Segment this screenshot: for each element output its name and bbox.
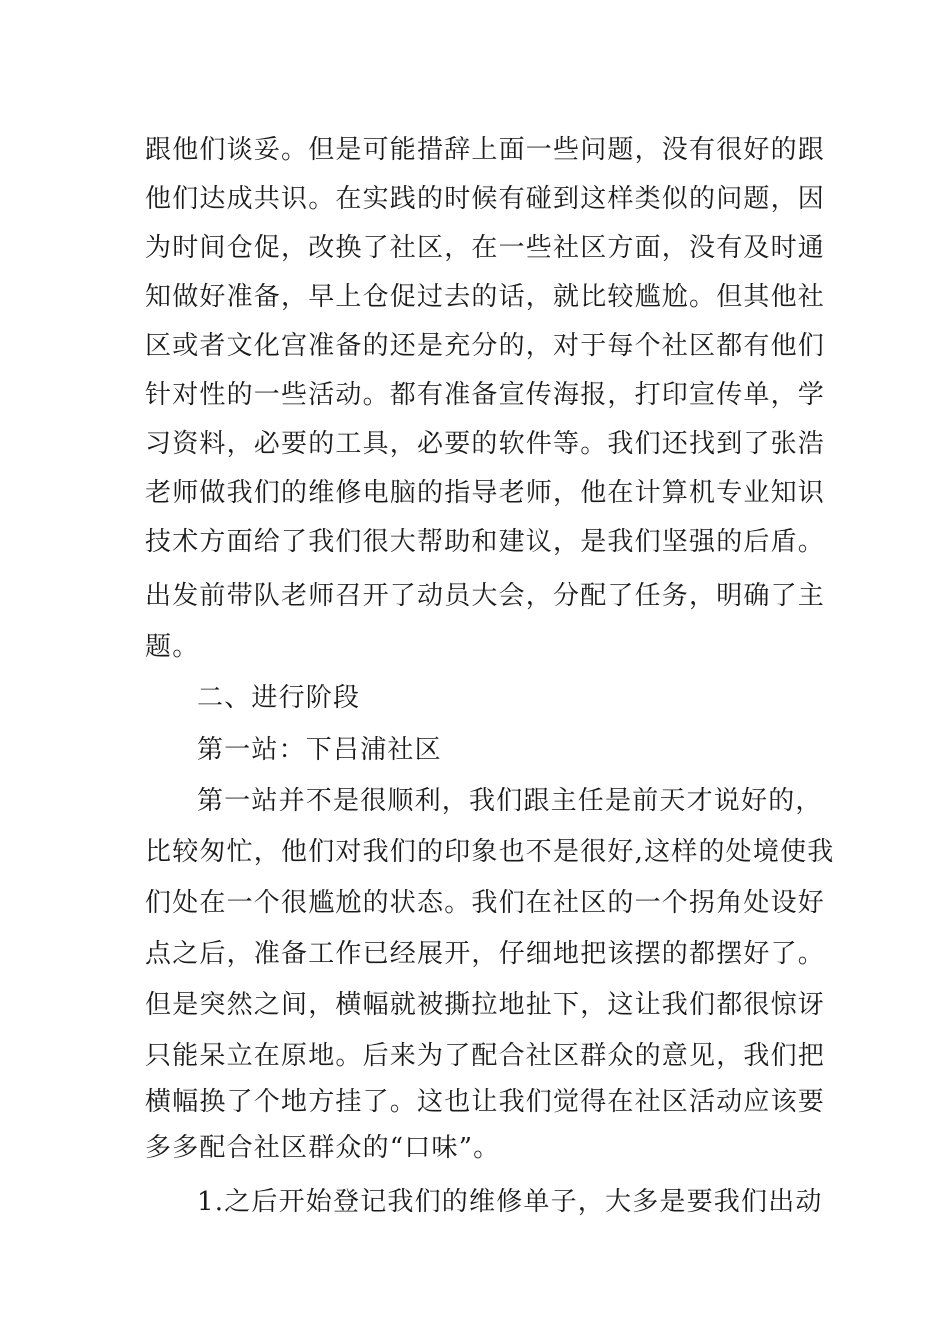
section-heading: 二、进行阶段: [197, 683, 361, 713]
paragraph-line: 比较匆忙，他们对我们的印象也不是很好,这样的处境使我: [145, 837, 835, 867]
paragraph-line: 区或者文化宫准备的还是充分的，对于每个社区都有他们: [145, 331, 826, 361]
paragraph-line: 出发前带队老师召开了动员大会，分配了任务，明确了主: [145, 581, 826, 611]
paragraph-line: 多多配合社区群众的“口味”。: [145, 1133, 501, 1163]
subsection-heading: 第一站：下吕浦社区: [197, 735, 442, 765]
paragraph-line: 技术方面给了我们很大帮助和建议，是我们坚强的后盾。: [145, 527, 826, 557]
numbered-item-line: 1.之后开始登记我们的维修单子，大多是要我们出动: [197, 1187, 823, 1217]
paragraph-line: 点之后，准备工作已经展开，仔细地把该摆的都摆好了。: [145, 939, 826, 969]
paragraph-line: 横幅换了个地方挂了。这也让我们觉得在社区活动应该要: [145, 1087, 826, 1117]
paragraph-line: 跟他们谈妥。但是可能措辞上面一些问题，没有很好的跟: [145, 135, 826, 165]
paragraph-line: 只能呆立在原地。后来为了配合社区群众的意见，我们把: [145, 1041, 826, 1071]
paragraph-line: 题。: [145, 632, 200, 662]
paragraph-line: 他们达成共识。在实践的时候有碰到这样类似的问题，因: [145, 184, 826, 214]
paragraph-line: 针对性的一些活动。都有准备宣传海报，打印宣传单，学: [145, 380, 826, 410]
paragraph-line: 但是突然之间，横幅就被撕拉地扯下，这让我们都很惊讶: [145, 990, 826, 1020]
paragraph-line: 第一站并不是很顺利，我们跟主任是前天才说好的，: [197, 786, 823, 816]
paragraph-line: 老师做我们的维修电脑的指导老师，他在计算机专业知识: [145, 478, 826, 508]
paragraph-line: 知做好准备，早上仓促过去的话，就比较尴尬。但其他社: [145, 282, 826, 312]
paragraph-line: 们处在一个很尴尬的状态。我们在社区的一个拐角处设好: [145, 888, 826, 918]
paragraph-line: 习资料，必要的工具，必要的软件等。我们还找到了张浩: [145, 429, 826, 459]
paragraph-line: 为时间仓促，改换了社区，在一些社区方面，没有及时通: [145, 233, 826, 263]
